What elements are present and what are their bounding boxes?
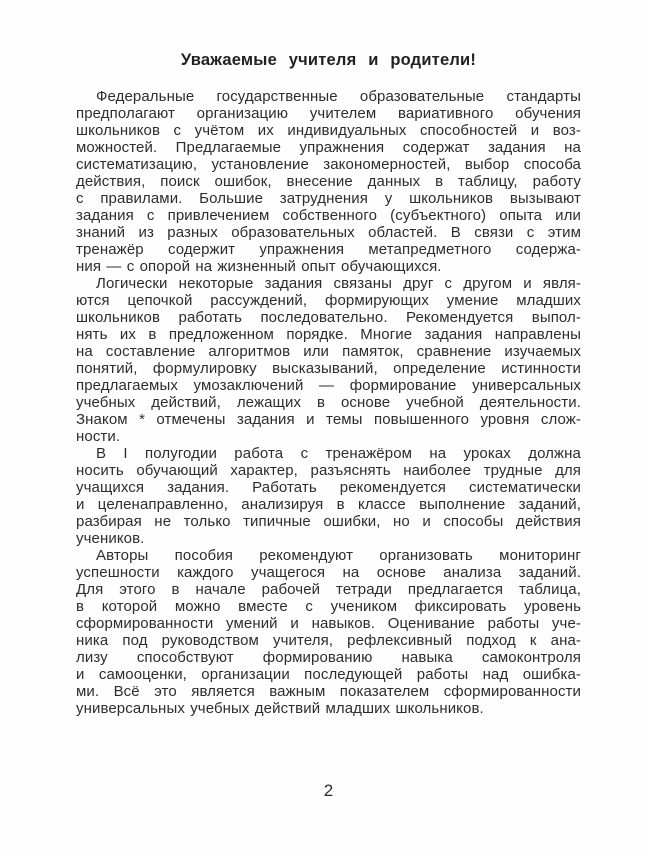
paragraph: [76, 88, 581, 275]
page-title: Уважаемые учителя и родители!: [180, 51, 477, 69]
page-number: 2: [323, 781, 334, 800]
text-line: ности.: [76, 428, 121, 445]
text-line: учеников.: [76, 530, 145, 547]
text-line: носить обучающий характер, разъяснять наиболее трудные для: [76, 462, 581, 479]
text-line: предполагают организацию учителем вариативного обучения: [76, 105, 581, 122]
text-line: с правилами. Большие затруднения у школьников вызывают: [76, 190, 581, 207]
text-line: В I полугодии работа с тренажёром на уроках должна: [96, 445, 581, 462]
text-line: школьников с учётом их индивидуальных способностей и воз-: [76, 122, 581, 139]
text-line: школьников работать последовательно. Рекомендуется выпол-: [76, 309, 581, 326]
text-line: можностей. Предлагаемые упражнения содержат задания на: [76, 139, 581, 156]
text-line: и целенаправленно, анализируя в классе выполнение заданий,: [76, 496, 581, 513]
text-line: Знаком * отмечены задания и темы повышенного уровня слож-: [76, 411, 581, 428]
text-line: и самооценки, организации последующей работы над ошибка-: [76, 666, 581, 683]
text-line: ми. Всё это является важным показателем сформированности: [76, 683, 581, 700]
text-line: ника под руководством учителя, рефлексивный подход к ана-: [76, 632, 581, 649]
text-line: Авторы пособия рекомендуют организовать мониторинг: [96, 547, 581, 564]
paragraph: [76, 275, 581, 445]
text-line: ния — с опорой на жизненный опыт обучающихся.: [76, 258, 442, 275]
text-line: Логически некоторые задания связаны друг с другом и явля-: [96, 275, 581, 292]
text-line: в которой можно вместе с учеником фиксировать уровень: [76, 598, 581, 615]
body-text: [76, 88, 581, 717]
text-line: Федеральные государственные образовательные стандарты: [96, 88, 581, 105]
text-line: разбирая не только типичные ошибки, но и способы действия: [76, 513, 581, 530]
text-line: Для этого в начале рабочей тетради предлагается таблица,: [76, 581, 581, 598]
text-line: задания с привлечением собственного (субъектного) опыта или: [76, 207, 581, 224]
text-line: систематизацию, установление закономерностей, выбор способа: [76, 156, 581, 173]
text-line: на составление алгоритмов или памяток, сравнение изучаемых: [76, 343, 581, 360]
paragraph: [76, 445, 581, 547]
text-line: тренажёр содержит упражнения метапредметного содержа-: [76, 241, 581, 258]
text-line: лизу способствуют формированию навыка самоконтроля: [76, 649, 581, 666]
text-line: сформированности умений и навыков. Оценивание работы уче-: [76, 615, 581, 632]
text-line: успешности каждого учащегося на основе анализа заданий.: [76, 564, 581, 581]
text-line: универсальных учебных действий младших школьников.: [76, 700, 484, 717]
text-line: понятий, формулировку высказываний, определение истинности: [76, 360, 581, 377]
text-line: предлагаемых умозаключений — формирование универсальных: [76, 377, 581, 394]
text-line: действия, поиск ошибок, внесение данных в таблицу, работу: [76, 173, 581, 190]
text-line: учащихся задания. Работать рекомендуется систематически: [76, 479, 581, 496]
text-line: нять их в предложенном порядке. Многие задания направлены: [76, 326, 581, 343]
text-line: учебных действий, лежащих в основе учебной деятельности.: [76, 394, 581, 411]
paragraph: [76, 547, 581, 717]
text-line: ются цепочкой рассуждений, формирующих умение младших: [76, 292, 581, 309]
text-line: знаний из разных образовательных областей. В связи с этим: [76, 224, 581, 241]
